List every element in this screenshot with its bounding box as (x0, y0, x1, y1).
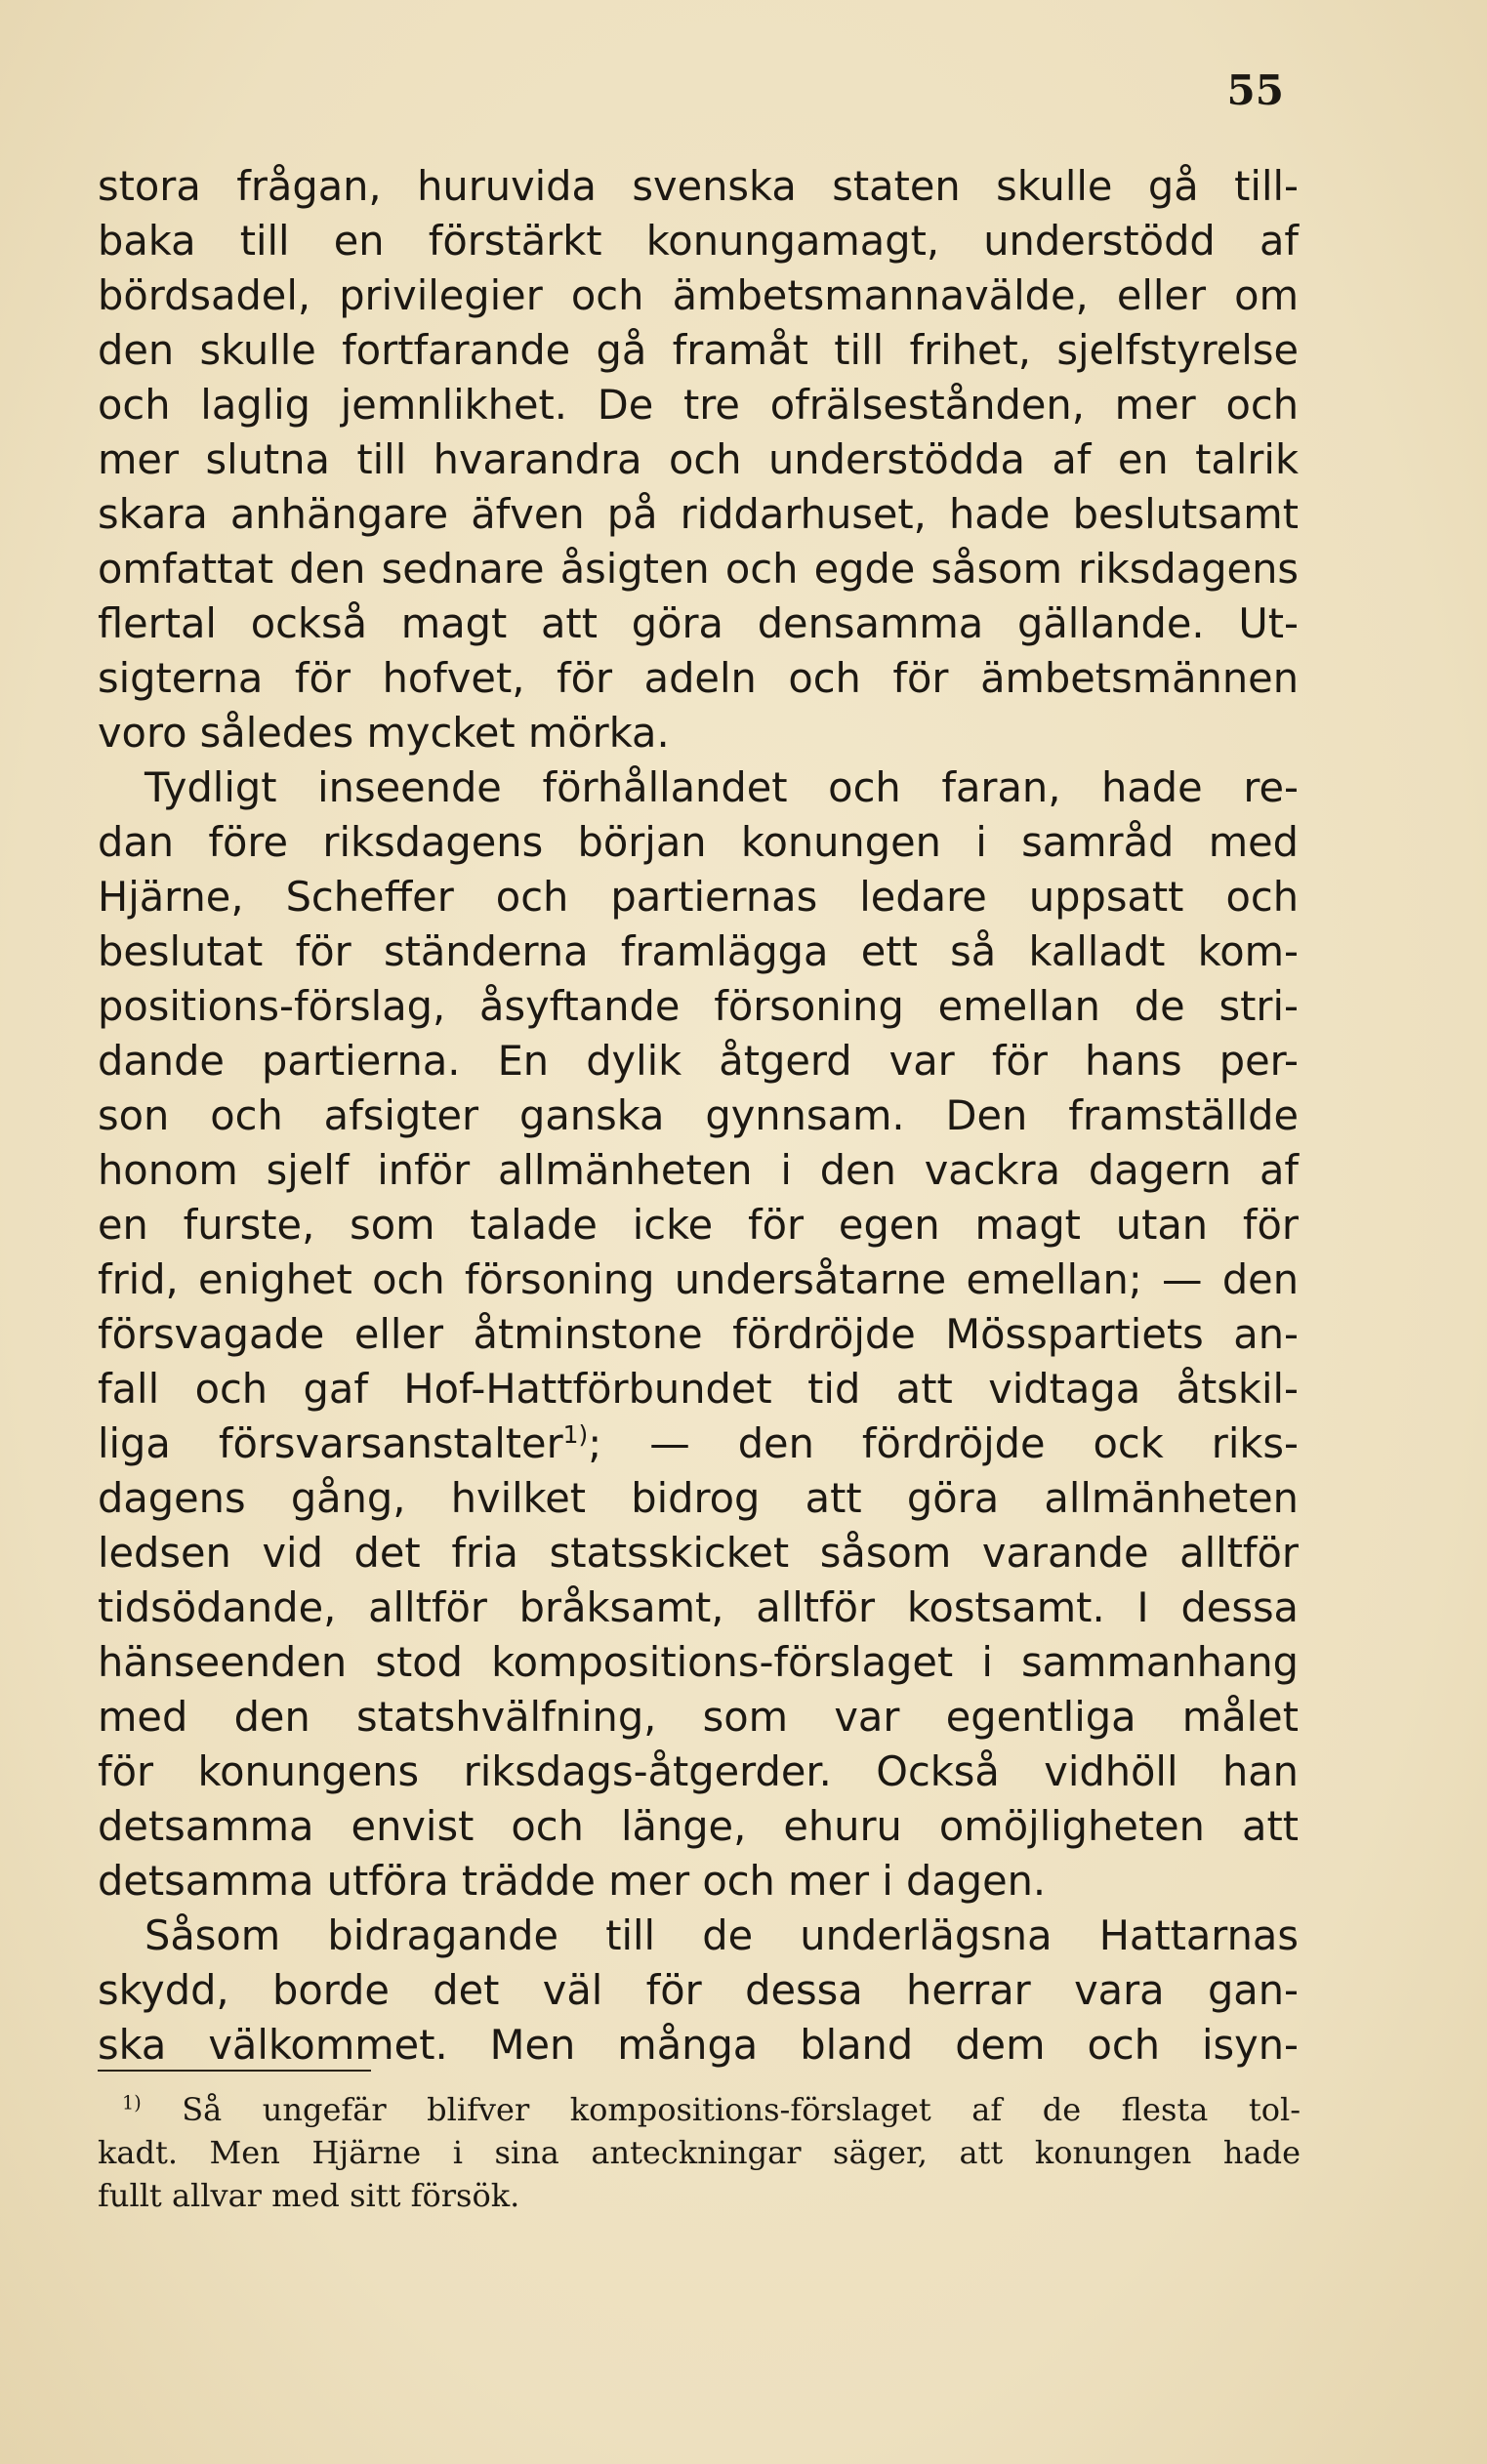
page-number: 55 (1226, 66, 1284, 114)
text-line: ledsen vid det fria statsskicket såsom varande alltför (98, 1529, 1299, 1577)
text-line: Tydligt inseende förhållandet och faran, hade re- (145, 763, 1299, 811)
text-line: för konungens riksdags-åtgerder. Också vidhöll han (98, 1747, 1299, 1795)
text-line: son och afsigter ganska gynnsam. Den framställde (98, 1091, 1299, 1139)
footnote-line: fullt allvar med sitt försök. (98, 2177, 520, 2214)
text-line: skara anhängare äfven på riddarhuset, hade beslutsamt (98, 490, 1299, 538)
text-line: hänseenden stod kompositions-förslaget i sammanhang (98, 1638, 1299, 1686)
text-line: honom sjelf inför allmänheten i den vackra dagern af (98, 1146, 1299, 1194)
text-line: dan före riksdagens början konungen i samråd med (98, 818, 1299, 866)
text-line: tidsödande, alltför bråksamt, alltför kostsamt. I dessa (98, 1583, 1299, 1631)
text-line: baka till en förstärkt konungamagt, understödd af (98, 217, 1299, 265)
text-segment: liga försvarsanstalter (98, 1419, 563, 1467)
text-line: med den statshvälfning, som var egentliga målet (98, 1693, 1299, 1741)
text-line: bördsadel, privilegier och ämbetsmannavälde, eller om (98, 271, 1299, 319)
text-segment: ; — den fördröjde ock riks- (588, 1419, 1299, 1467)
text-line: beslutat för ständerna framlägga ett så kalladt kom- (98, 927, 1299, 975)
text-line: den skulle fortfarande gå framåt till frihet, sjelfstyrelse (98, 326, 1299, 374)
text-line: flertal också magt att göra densamma gällande. Ut- (98, 599, 1299, 647)
text-line: positions-förslag, åsyftande försoning emellan de stri- (98, 982, 1299, 1030)
text-line: skydd, borde det väl för dessa herrar vara gan- (98, 1966, 1299, 2014)
text-line: och laglig jemnlikhet. De tre ofrälsestånden, mer och (98, 381, 1299, 429)
footnote-text: Så ungefär blifver kompositions-förslaget af de flesta tol- (182, 2091, 1301, 2128)
text-line: detsamma utföra trädde mer och mer i dagen. (98, 1857, 1047, 1905)
text-line: fall och gaf Hof-Hattförbundet tid att vidtaga åtskil- (98, 1365, 1299, 1413)
text-line: mer slutna till hvarandra och understödda af en talrik (98, 435, 1299, 483)
text-line: försvagade eller åtminstone fördröjde Mösspartiets an- (98, 1310, 1299, 1358)
text-line: Hjärne, Scheffer och partiernas ledare uppsatt och (98, 873, 1299, 921)
text-line: dagens gång, hvilket bidrog att göra allmänheten (98, 1474, 1299, 1522)
text-line: stora frågan, huruvida svenska staten skulle gå till- (98, 162, 1299, 210)
footnote-line (122, 2089, 1301, 2130)
text-line: en furste, som talade icke för egen magt utan för (98, 1201, 1299, 1249)
text-line: detsamma envist och länge, ehuru omöjligheten att (98, 1802, 1299, 1850)
text-line: frid, enighet och försoning undersåtarne emellan; — den (98, 1255, 1299, 1303)
text-line: ska välkommet. Men många bland dem och isyn- (98, 2021, 1299, 2069)
text-line: dande partierna. En dylik åtgerd var för hans per- (98, 1037, 1299, 1085)
footnote-line: kadt. Men Hjärne i sina anteckningar säger, att konungen hade (98, 2134, 1301, 2171)
text-line: omfattat den sednare åsigten och egde såsom riksdagens (98, 545, 1299, 593)
footnote-ref[interactable]: 1) (562, 1420, 589, 1450)
text-line: sigterna för hofvet, för adeln och för ämbetsmännen (98, 654, 1299, 702)
text-line: Såsom bidragande till de underlägsna Hattarnas (145, 1911, 1299, 1959)
footnote-divider (98, 2070, 371, 2072)
text-line: voro således mycket mörka. (98, 709, 670, 757)
footnote-marker: 1) (122, 2091, 142, 2115)
text-line-with-footnote-ref (98, 1417, 1299, 1471)
